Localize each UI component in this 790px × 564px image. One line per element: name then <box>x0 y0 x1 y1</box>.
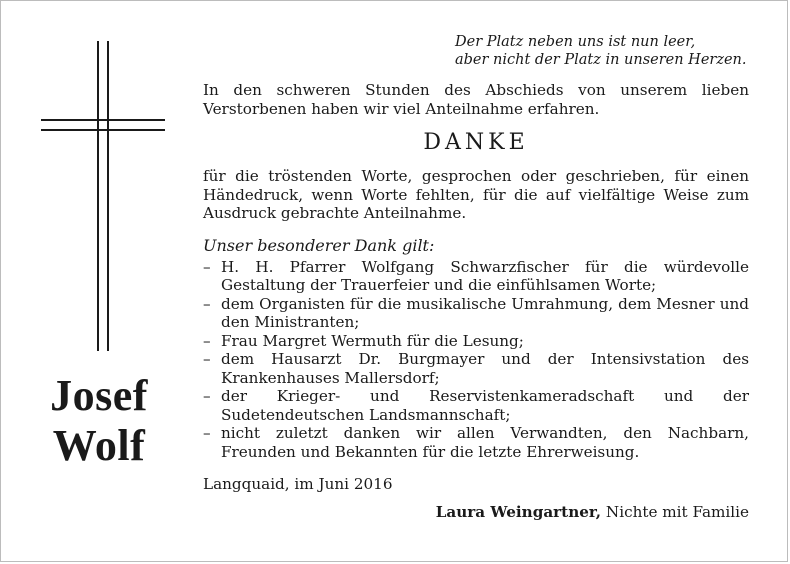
list-item-text: Frau Margret Wermuth für die Lesung; <box>221 331 524 350</box>
place-date: Langquaid, im Juni 2016 <box>203 475 393 493</box>
list-item-text: nicht zuletzt danken wir allen Verwandten, den Nachbarn, Freunden und Bekannten für die letzte Ehrerweisung. <box>221 424 749 461</box>
body-paragraph: für die tröstenden Worte, gesprochen oder geschrieben, für einen Händedruck, wenn Worte fehlten, für die auf vielfältige Weise zum Ausdruck gebrachte Anteilnahme. <box>203 167 749 222</box>
motto-line: Der Platz neben uns ist nun leer, <box>455 34 696 50</box>
danke-heading: DANKE <box>423 130 529 155</box>
motto <box>203 33 749 69</box>
list-item <box>203 332 749 351</box>
list-item-text: dem Hausarzt Dr. Burgmayer und der Intensivstation des Krankenhauses Mallersdorf; <box>221 350 749 387</box>
motto-line: aber nicht der Platz in unseren Herzen. <box>455 52 747 68</box>
signature-name: Laura Weingartner, <box>435 502 602 521</box>
list-item-text: dem Organisten für die musikalische Umrahmung, dem Mesner und den Ministranten; <box>221 294 749 331</box>
list-dash: – <box>203 424 211 442</box>
deceased-first-name: Josef <box>50 371 148 420</box>
list-item <box>203 350 749 387</box>
cross-horizontal-line <box>41 119 165 121</box>
notice-text <box>203 33 749 521</box>
list-item-text: H. H. Pfarrer Wolfgang Schwarzfischer für die würdevolle Gestaltung der Trauerfeier und die einfühlsamen Worte; <box>221 257 749 294</box>
thanks-intro: Unser besonderer Dank gilt: <box>203 235 435 255</box>
cross-horizontal-line <box>41 129 165 131</box>
intro-paragraph: In den schweren Stunden des Abschieds von unserem lieben Verstorbenen haben wir viel Anteilnahme erfahren. <box>203 81 749 118</box>
thanks-list <box>203 258 749 462</box>
list-item-text: der Krieger- und Reservistenkameradschaft und der Sudetendeutschen Landsmannschaft; <box>221 387 749 424</box>
cross-vertical-line <box>97 41 99 351</box>
signature-relation: Nichte mit Familie <box>605 502 749 521</box>
list-item <box>203 387 749 424</box>
list-item <box>203 424 749 461</box>
list-dash: – <box>203 387 211 405</box>
list-item <box>203 295 749 332</box>
list-dash: – <box>203 294 211 313</box>
signature <box>203 503 749 522</box>
list-item <box>203 258 749 295</box>
deceased-last-name: Wolf <box>52 421 146 470</box>
list-dash: – <box>203 350 211 368</box>
cross-icon <box>41 41 165 351</box>
list-dash: – <box>203 331 211 350</box>
list-dash: – <box>203 257 211 276</box>
cross-vertical-line <box>107 41 109 351</box>
